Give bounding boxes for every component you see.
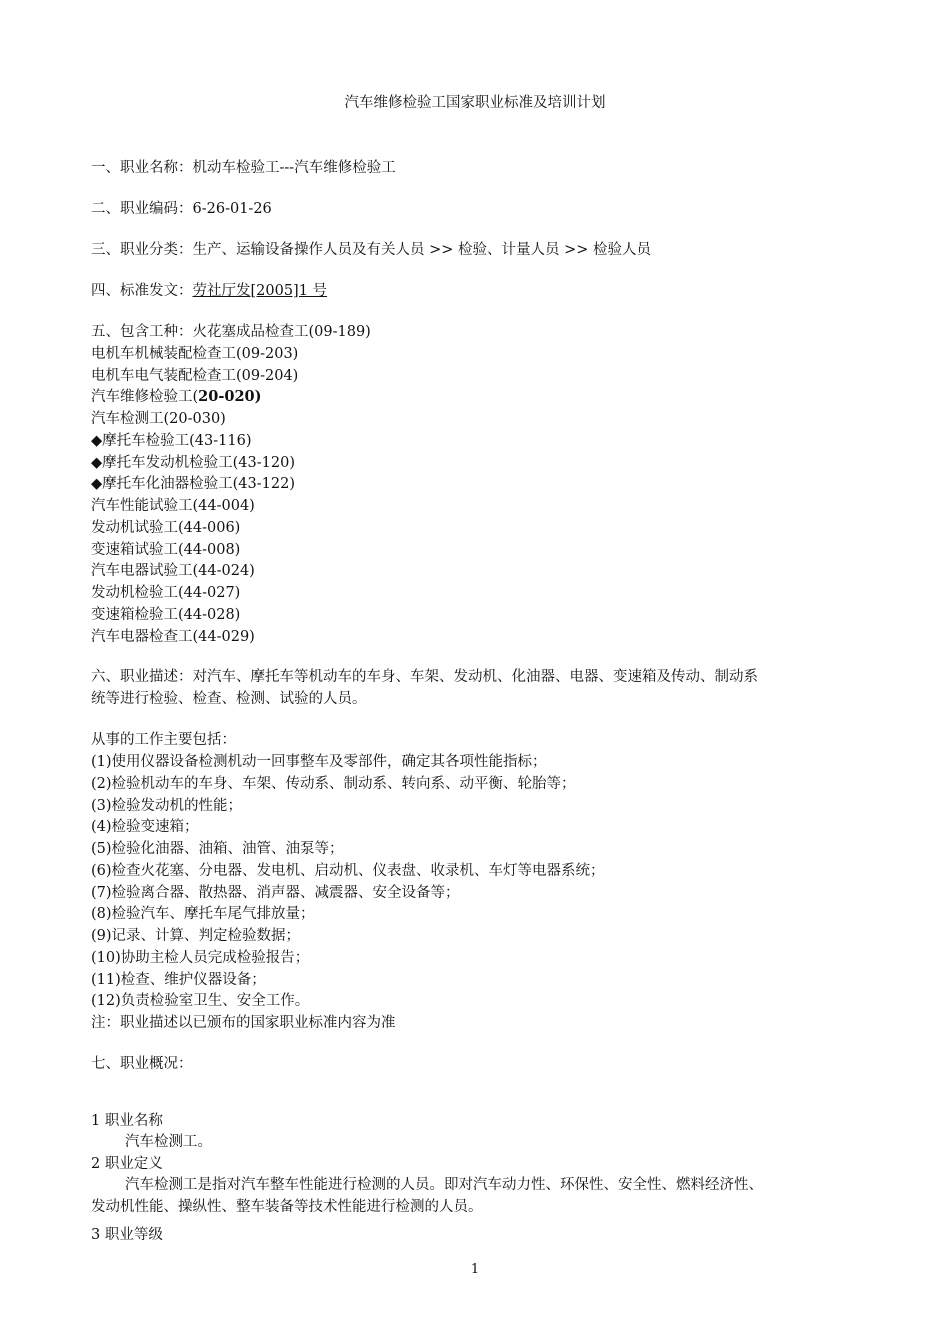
duty-item: (9)记录、计算、判定检验数据；: [91, 928, 301, 944]
work-type-item: 汽车性能试验工(44-004): [91, 498, 255, 514]
occupation-code: 二、职业编码：6-26-01-26: [91, 201, 272, 217]
duty-item: (6)检查火花塞、分电器、发电机、启动机、仪表盘、收录机、车灯等电器系统；: [91, 863, 605, 879]
subsection-text-cont: 发动机性能、操纵性、整车装备等技术性能进行检测的人员。: [91, 1199, 483, 1215]
subsection-text: 汽车检测工是指对汽车整车性能进行检测的人员。即对汽车动力性、环保性、安全性、燃料经济性、: [125, 1177, 763, 1193]
subsection-title: 2 职业定义: [91, 1156, 163, 1172]
standard-document-link[interactable]: 劳社厅发[2005]1 号: [192, 283, 328, 299]
duty-item: (5)检验化油器、油箱、油管、油泵等；: [91, 841, 344, 857]
document-title: 汽车维修检验工国家职业标准及培训计划: [344, 95, 606, 111]
duty-item: (11)检查、维护仪器设备；: [91, 972, 266, 988]
work-type-item: 汽车电器试验工(44-024): [91, 563, 255, 579]
occupation-name: 一、职业名称：机动车检验工---汽车维修检验工: [91, 160, 396, 176]
duty-item: (7)检验离合器、散热器、消声器、减震器、安全设备等；: [91, 885, 460, 901]
work-type-item-highlighted: 汽车维修检验工(20-020): [91, 388, 262, 405]
description-note: 注：职业描述以已颁布的国家职业标准内容为准: [91, 1015, 396, 1031]
occupation-overview-heading: 七、职业概况：: [91, 1056, 193, 1072]
work-type-item: 变速箱试验工(44-008): [91, 542, 241, 558]
work-type-item: 电机车电气装配检查工(09-204): [91, 368, 299, 384]
occupation-classification: 三、职业分类：生产、运输设备操作人员及有关人员 >> 检验、计量人员 >> 检验人员: [91, 242, 652, 258]
occupation-description: 六、职业描述：对汽车、摩托车等机动车的车身、车架、发动机、化油器、电器、变速箱及传动、制动系: [91, 669, 758, 685]
duty-item: (10)协助主检人员完成检验报告；: [91, 950, 310, 966]
subsection-text: 汽车检测工。: [125, 1134, 212, 1150]
subsection-title: 3 职业等级: [91, 1227, 163, 1243]
work-type-item: ◆摩托车发动机检验工(43-120): [91, 455, 295, 471]
work-type-item: 发动机试验工(44-006): [91, 520, 241, 536]
occupation-description-cont: 统等进行检验、检查、检测、试验的人员。: [91, 691, 367, 707]
work-type-item: ◆摩托车化油器检验工(43-122): [91, 476, 295, 492]
work-type-item: ◆摩托车检验工(43-116): [91, 433, 252, 449]
duty-item: (8)检验汽车、摩托车尾气排放量；: [91, 906, 315, 922]
work-type-item: 汽车电器检查工(44-029): [91, 629, 255, 645]
duty-item: (12)负责检验室卫生、安全工作。: [91, 993, 310, 1009]
duties-intro: 从事的工作主要包括：: [91, 732, 236, 748]
page-number: 1: [470, 1262, 480, 1277]
standard-document-label: 四、标准发文：: [91, 283, 193, 299]
standard-document: [91, 281, 327, 301]
subsection-title: 1 职业名称: [91, 1113, 163, 1129]
work-type-item: 汽车检测工(20-030): [91, 411, 226, 427]
work-type-item: 发动机检验工(44-027): [91, 585, 241, 601]
work-type-item: 电机车机械装配检查工(09-203): [91, 346, 299, 362]
duty-item: (4)检验变速箱；: [91, 819, 199, 835]
work-type-code-bold: 20-020: [198, 388, 255, 405]
duty-item: (2)检验机动车的车身、车架、传动系、制动系、转向系、动平衡、轮胎等；: [91, 776, 576, 792]
included-work-types-heading: 五、包含工种：火花塞成品检查工(09-189): [91, 324, 371, 340]
duty-item: (3)检验发动机的性能；: [91, 798, 243, 814]
work-type-item: 变速箱检验工(44-028): [91, 607, 241, 623]
duty-item: (1)使用仪器设备检测机动一回事整车及零部件，确定其各项性能指标；: [91, 754, 547, 770]
